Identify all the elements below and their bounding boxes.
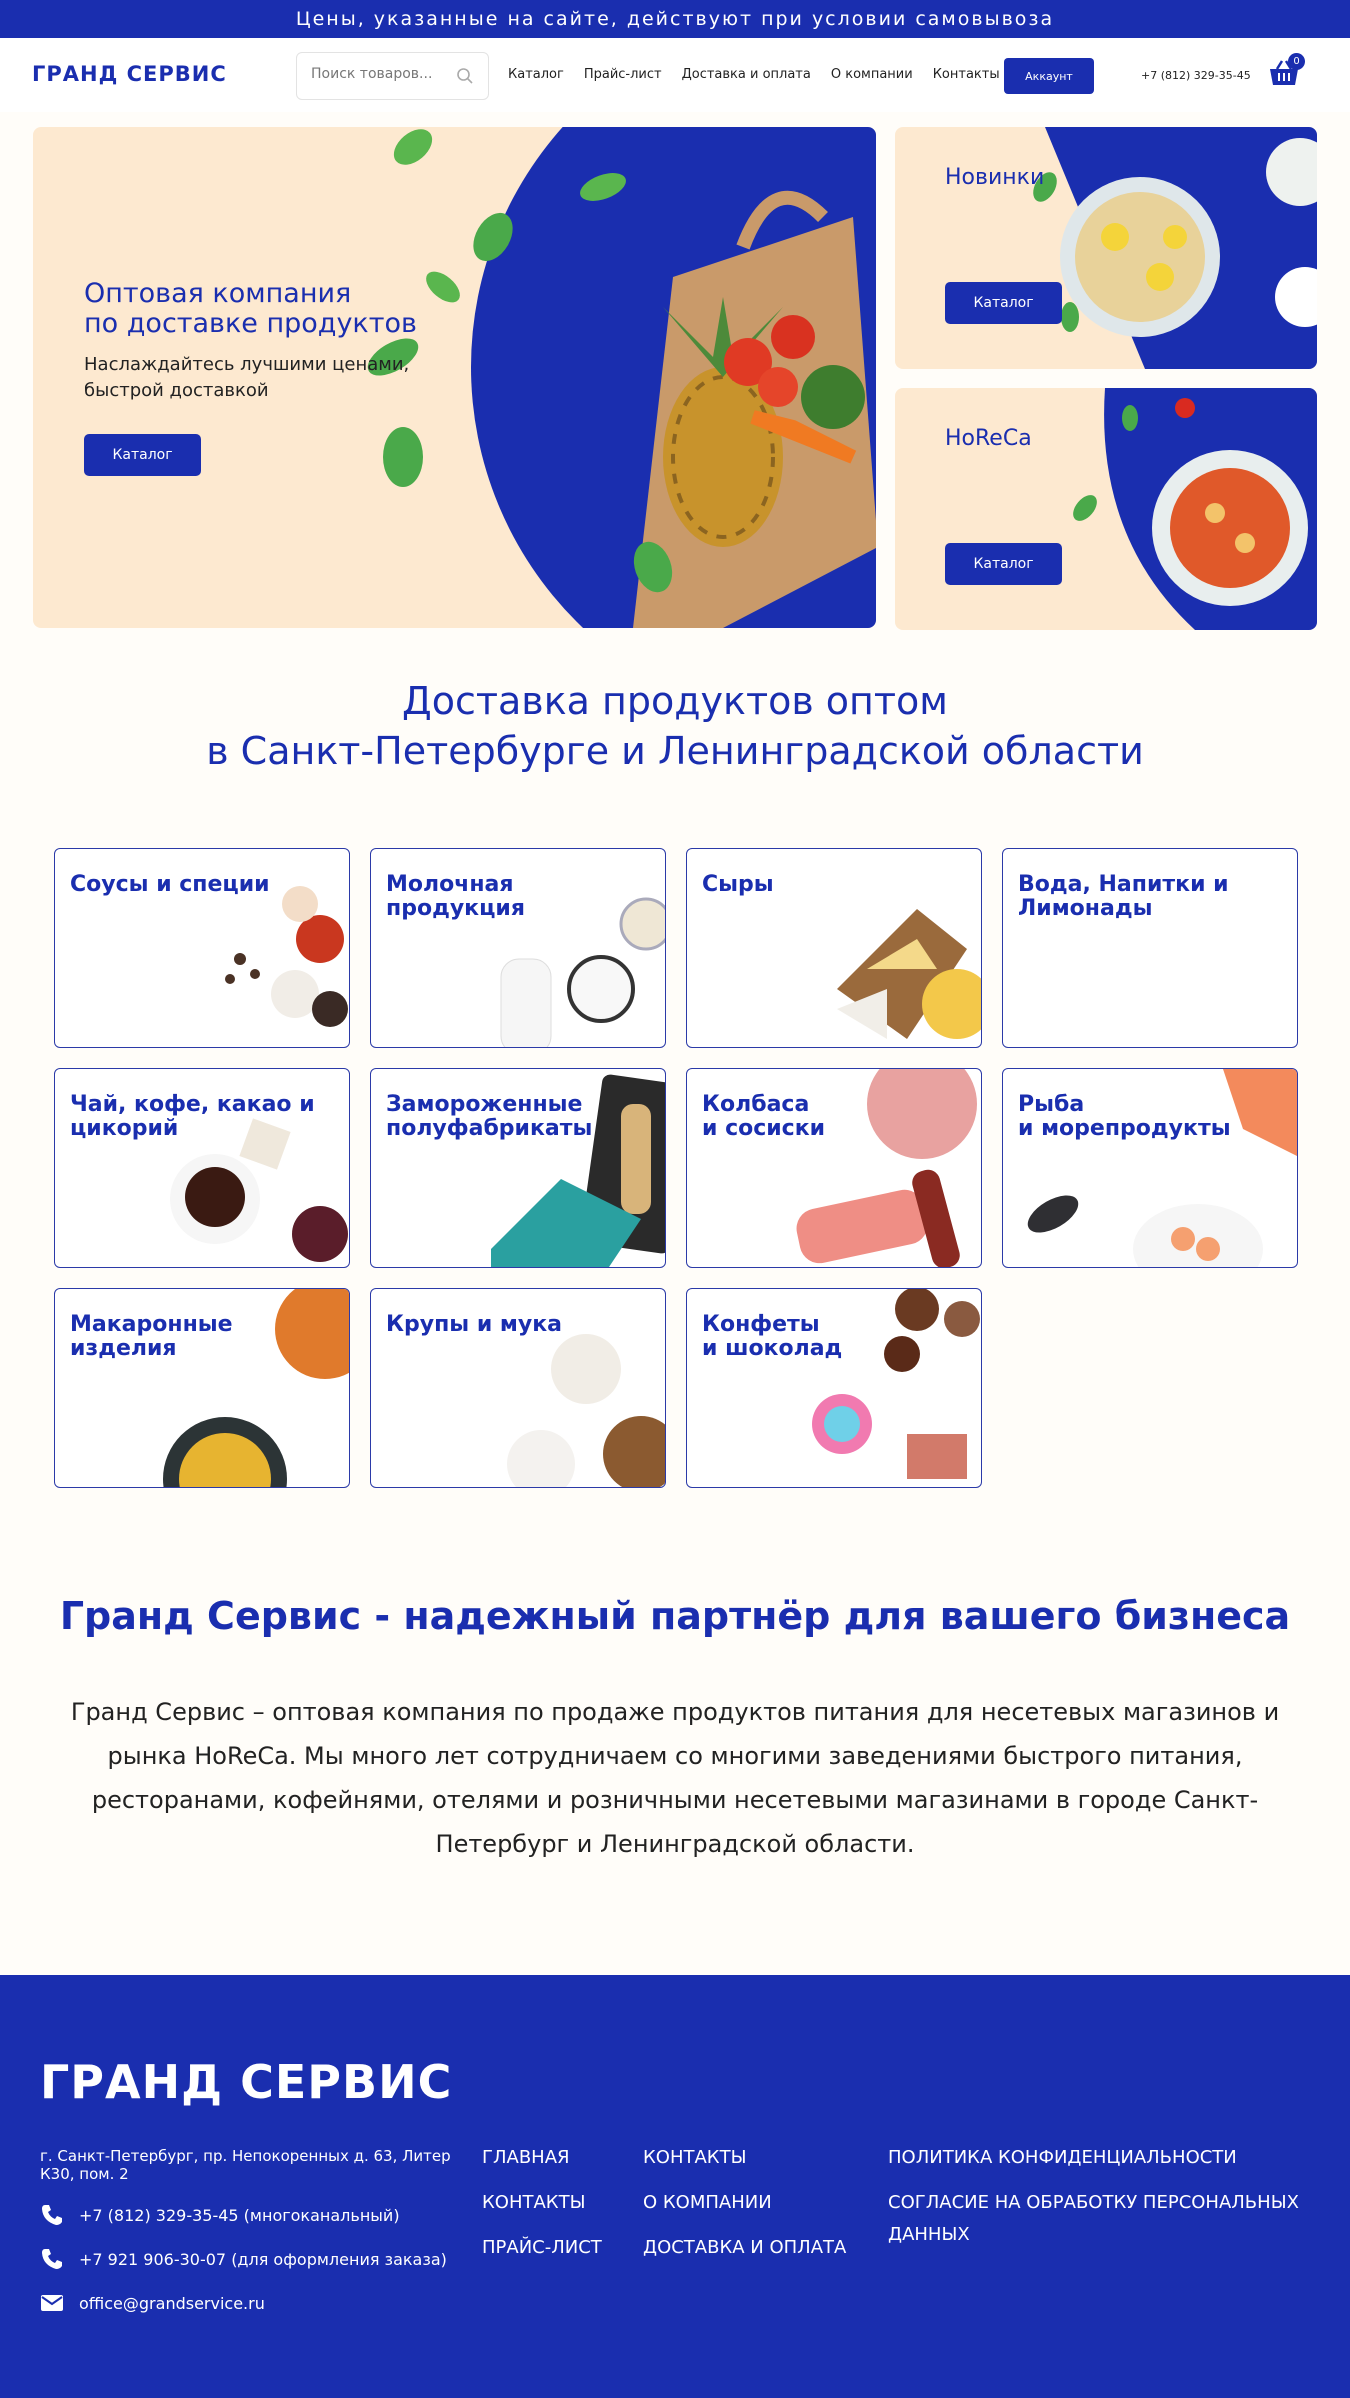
category-card[interactable]: [370, 848, 666, 1048]
partner-section-title: Гранд Сервис - надежный партнёр для вашего бизнеса: [59, 1594, 1291, 1638]
category-label: Соусы и специи: [70, 872, 270, 897]
category-label: Макаронные изделия: [70, 1312, 233, 1361]
promo-horeca[interactable]: [895, 388, 1317, 630]
category-card[interactable]: [54, 1288, 350, 1488]
hero-catalog-button[interactable]: Каталог: [84, 434, 201, 476]
horeca-soup-image: [895, 388, 1317, 630]
nav-catalog[interactable]: Каталог: [508, 67, 564, 82]
partner-description: Гранд Сервис – оптовая компания по продаже продуктов питания для несетевых магазинов и рынка HoReCa. Мы много лет сотрудничаем со многими заведениями быстрого питания, ресторанами, кофейнями, отелями и розничными несетевыми магазинами в городе Санкт-Петербург и Ленинградской области.: [70, 1698, 1280, 1858]
nav-pricelist[interactable]: Прайс-лист: [583, 67, 662, 82]
site-logo[interactable]: ГРАНД СЕРВИС: [32, 62, 227, 86]
delivery-title-line2: в Санкт-Петербурге и Ленинградской области: [206, 729, 1144, 773]
category-card[interactable]: [1002, 848, 1298, 1048]
footer-link-about[interactable]: О КОМПАНИИ: [643, 2192, 772, 2213]
promo-new-arrivals-title: Новинки: [945, 165, 1045, 190]
category-card[interactable]: [686, 1288, 982, 1488]
category-card[interactable]: [54, 1068, 350, 1268]
category-label: Молочная продукция: [386, 872, 525, 921]
pickup-notice-text: Цены, указанные на сайте, действуют при условии самовывоза: [295, 8, 1055, 30]
footer-link-privacy[interactable]: ПОЛИТИКА КОНФИДЕНЦИАЛЬНОСТИ: [888, 2147, 1237, 2168]
search-box[interactable]: [296, 52, 489, 100]
footer-phone-main[interactable]: [40, 2203, 400, 2227]
category-label: Конфеты и шоколад: [702, 1312, 843, 1361]
hero-title-line1: Оптовая компания: [84, 278, 352, 309]
category-card[interactable]: [686, 848, 982, 1048]
footer-email-text: office@grandservice.ru: [79, 2293, 265, 2313]
search-input[interactable]: [311, 66, 451, 82]
hero-subtitle: [84, 352, 434, 404]
category-label: Чай, кофе, какао и цикорий: [70, 1092, 315, 1141]
site-header: [0, 38, 1350, 112]
header-phone[interactable]: +7 (812) 329-35-45: [1141, 69, 1251, 82]
category-card[interactable]: [370, 1068, 666, 1268]
nav-about[interactable]: О компании: [830, 67, 913, 82]
category-card[interactable]: [54, 848, 350, 1048]
footer-phone-order[interactable]: [40, 2247, 447, 2271]
footer-logo[interactable]: ГРАНД СЕРВИС: [40, 2055, 453, 2109]
footer-email[interactable]: [40, 2293, 265, 2313]
category-label: Сыры: [702, 872, 774, 897]
footer-link-pricelist[interactable]: ПРАЙС-ЛИСТ: [482, 2237, 602, 2258]
new-arrivals-dish-image: [895, 127, 1317, 369]
nav-delivery[interactable]: Доставка и оплата: [681, 67, 811, 82]
account-button[interactable]: Аккаунт: [1004, 58, 1094, 94]
category-card[interactable]: [686, 1068, 982, 1268]
envelope-icon: [40, 2293, 64, 2313]
delivery-title-line1: Доставка продуктов оптом: [402, 679, 948, 723]
footer-phone-main-text: +7 (812) 329-35-45 (многоканальный): [79, 2205, 400, 2225]
hero-title-line2: по доставке продуктов: [84, 308, 417, 339]
footer-link-contacts[interactable]: КОНТАКТЫ: [482, 2192, 586, 2213]
search-icon[interactable]: [456, 67, 474, 85]
phone-icon: [40, 2247, 64, 2271]
category-label: Замороженные полуфабрикаты: [386, 1092, 593, 1141]
promo-new-arrivals-catalog-button[interactable]: Каталог: [945, 282, 1062, 324]
main-nav: [508, 67, 1020, 82]
category-label: Рыба и морепродукты: [1018, 1092, 1231, 1141]
promo-horeca-catalog-button[interactable]: Каталог: [945, 543, 1062, 585]
footer-link-consent[interactable]: СОГЛАСИЕ НА ОБРАБОТКУ ПЕРСОНАЛЬНЫХ ДАННЫХ: [888, 2192, 1299, 2245]
promo-new-arrivals[interactable]: [895, 127, 1317, 369]
hero-banner: [33, 127, 876, 628]
hero-subtitle-line1: Наслаждайтесь лучшими ценами,: [84, 354, 410, 375]
category-label: Крупы и мука: [386, 1312, 562, 1337]
site-footer: [0, 1975, 1350, 2398]
cart-count-badge: 0: [1288, 53, 1305, 70]
category-card[interactable]: [1002, 1068, 1298, 1268]
category-label: Вода, Напитки и Лимонады: [1018, 872, 1229, 921]
hero-subtitle-line2: быстрой доставкой: [84, 380, 269, 401]
hero-title: [84, 279, 514, 339]
delivery-section-title: [0, 676, 1350, 776]
phone-icon: [40, 2203, 64, 2227]
footer-link-home[interactable]: ГЛАВНАЯ: [482, 2147, 570, 2168]
promo-horeca-title: HoReCa: [945, 426, 1032, 451]
footer-link-contacts-2[interactable]: КОНТАКТЫ: [643, 2147, 747, 2168]
pickup-notice-bar: [0, 0, 1350, 38]
footer-phone-order-text: +7 921 906-30-07 (для оформления заказа): [79, 2249, 447, 2269]
footer-link-delivery[interactable]: ДОСТАВКА И ОПЛАТА: [643, 2237, 847, 2258]
category-label: Колбаса и сосиски: [702, 1092, 826, 1141]
category-card[interactable]: [370, 1288, 666, 1488]
footer-address: г. Санкт-Петербург, пр. Непокоренных д. 63, Литер К30, пом. 2: [40, 2147, 451, 2183]
nav-contacts[interactable]: Контакты: [932, 67, 1000, 82]
